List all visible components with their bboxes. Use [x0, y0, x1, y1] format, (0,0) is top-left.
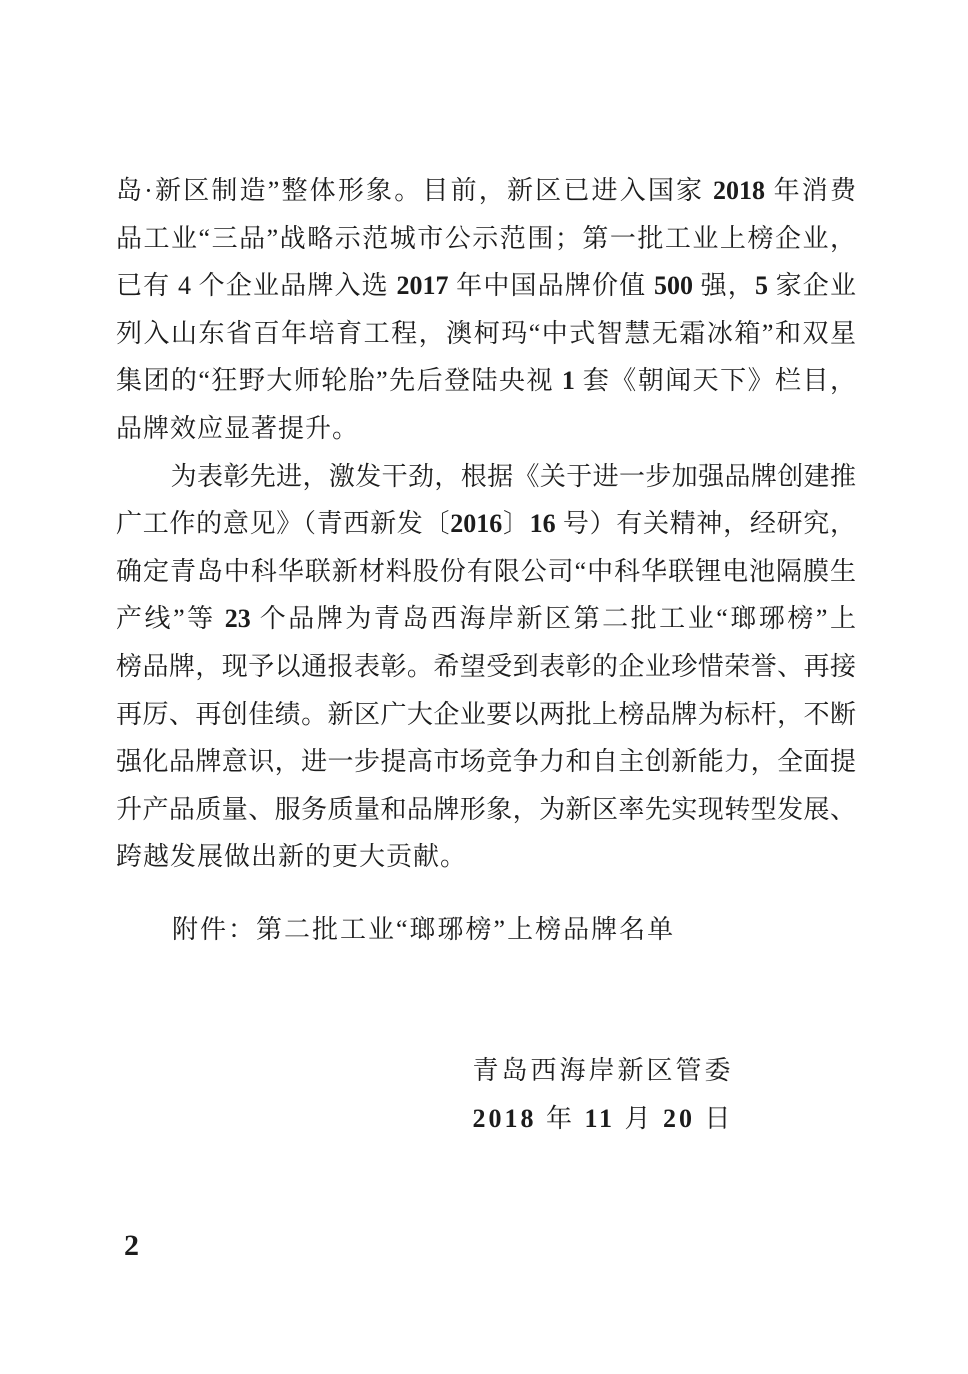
body-text-line: 已有 4 个企业品牌入选 2017 年中国品牌价值 500 强，5 家企业 — [116, 271, 856, 301]
body-text-line: 列入山东省百年培育工程，澳柯玛“中式智慧无霜冰箱”和双星 — [116, 318, 856, 348]
body-text-line: 品工业“三品”战略示范城市公示范围；第一批工业上榜企业， — [116, 223, 856, 253]
body-text-line: 产线”等 23 个品牌为青岛西海岸新区第二批工业“瑯琊榜”上 — [116, 604, 856, 634]
attachment-line: 附件：第二批工业“瑯琊榜”上榜品牌名单 — [172, 915, 676, 944]
body-text-line: 岛·新区制造”整体形象。目前，新区已进入国家 2018 年消费 — [116, 176, 856, 205]
page-number: 2 — [124, 1229, 139, 1262]
body-text-line: 再厉、再创佳绩。新区广大企业要以两批上榜品牌为标杆，不断 — [116, 699, 856, 729]
body-text-line: 为表彰先进，激发干劲，根据《关于进一步加强品牌创建推 — [170, 461, 856, 491]
body-text-line: 集团的“狂野大师轮胎”先后登陆央视 1 套《朝闻天下》栏目， — [116, 366, 856, 396]
signature-organization: 青岛西海岸新区管委 — [472, 1056, 734, 1085]
body-text-line: 品牌效应显著提升。 — [116, 413, 360, 443]
signature-block — [448, 1047, 758, 1143]
body-text-line: 跨越发展做出新的更大贡献。 — [116, 842, 468, 872]
body-text-line: 升产品质量、服务质量和品牌形象，为新区率先实现转型发展、 — [116, 794, 856, 824]
document-body — [116, 167, 856, 881]
body-text-line: 榜品牌，现予以通报表彰。希望受到表彰的企业珍惜荣誉、再接 — [116, 651, 856, 681]
body-text-line: 广工作的意见》（青西新发〔2016〕16 号）有关精神，经研究， — [116, 509, 856, 539]
signature-date: 2018 年 11 月 20 日 — [472, 1104, 734, 1133]
body-text-line: 强化品牌意识，进一步提高市场竞争力和自主创新能力，全面提 — [116, 747, 856, 777]
body-text-line: 确定青岛中科华联新材料股份有限公司“中科华联锂电池隔膜生 — [116, 556, 856, 586]
